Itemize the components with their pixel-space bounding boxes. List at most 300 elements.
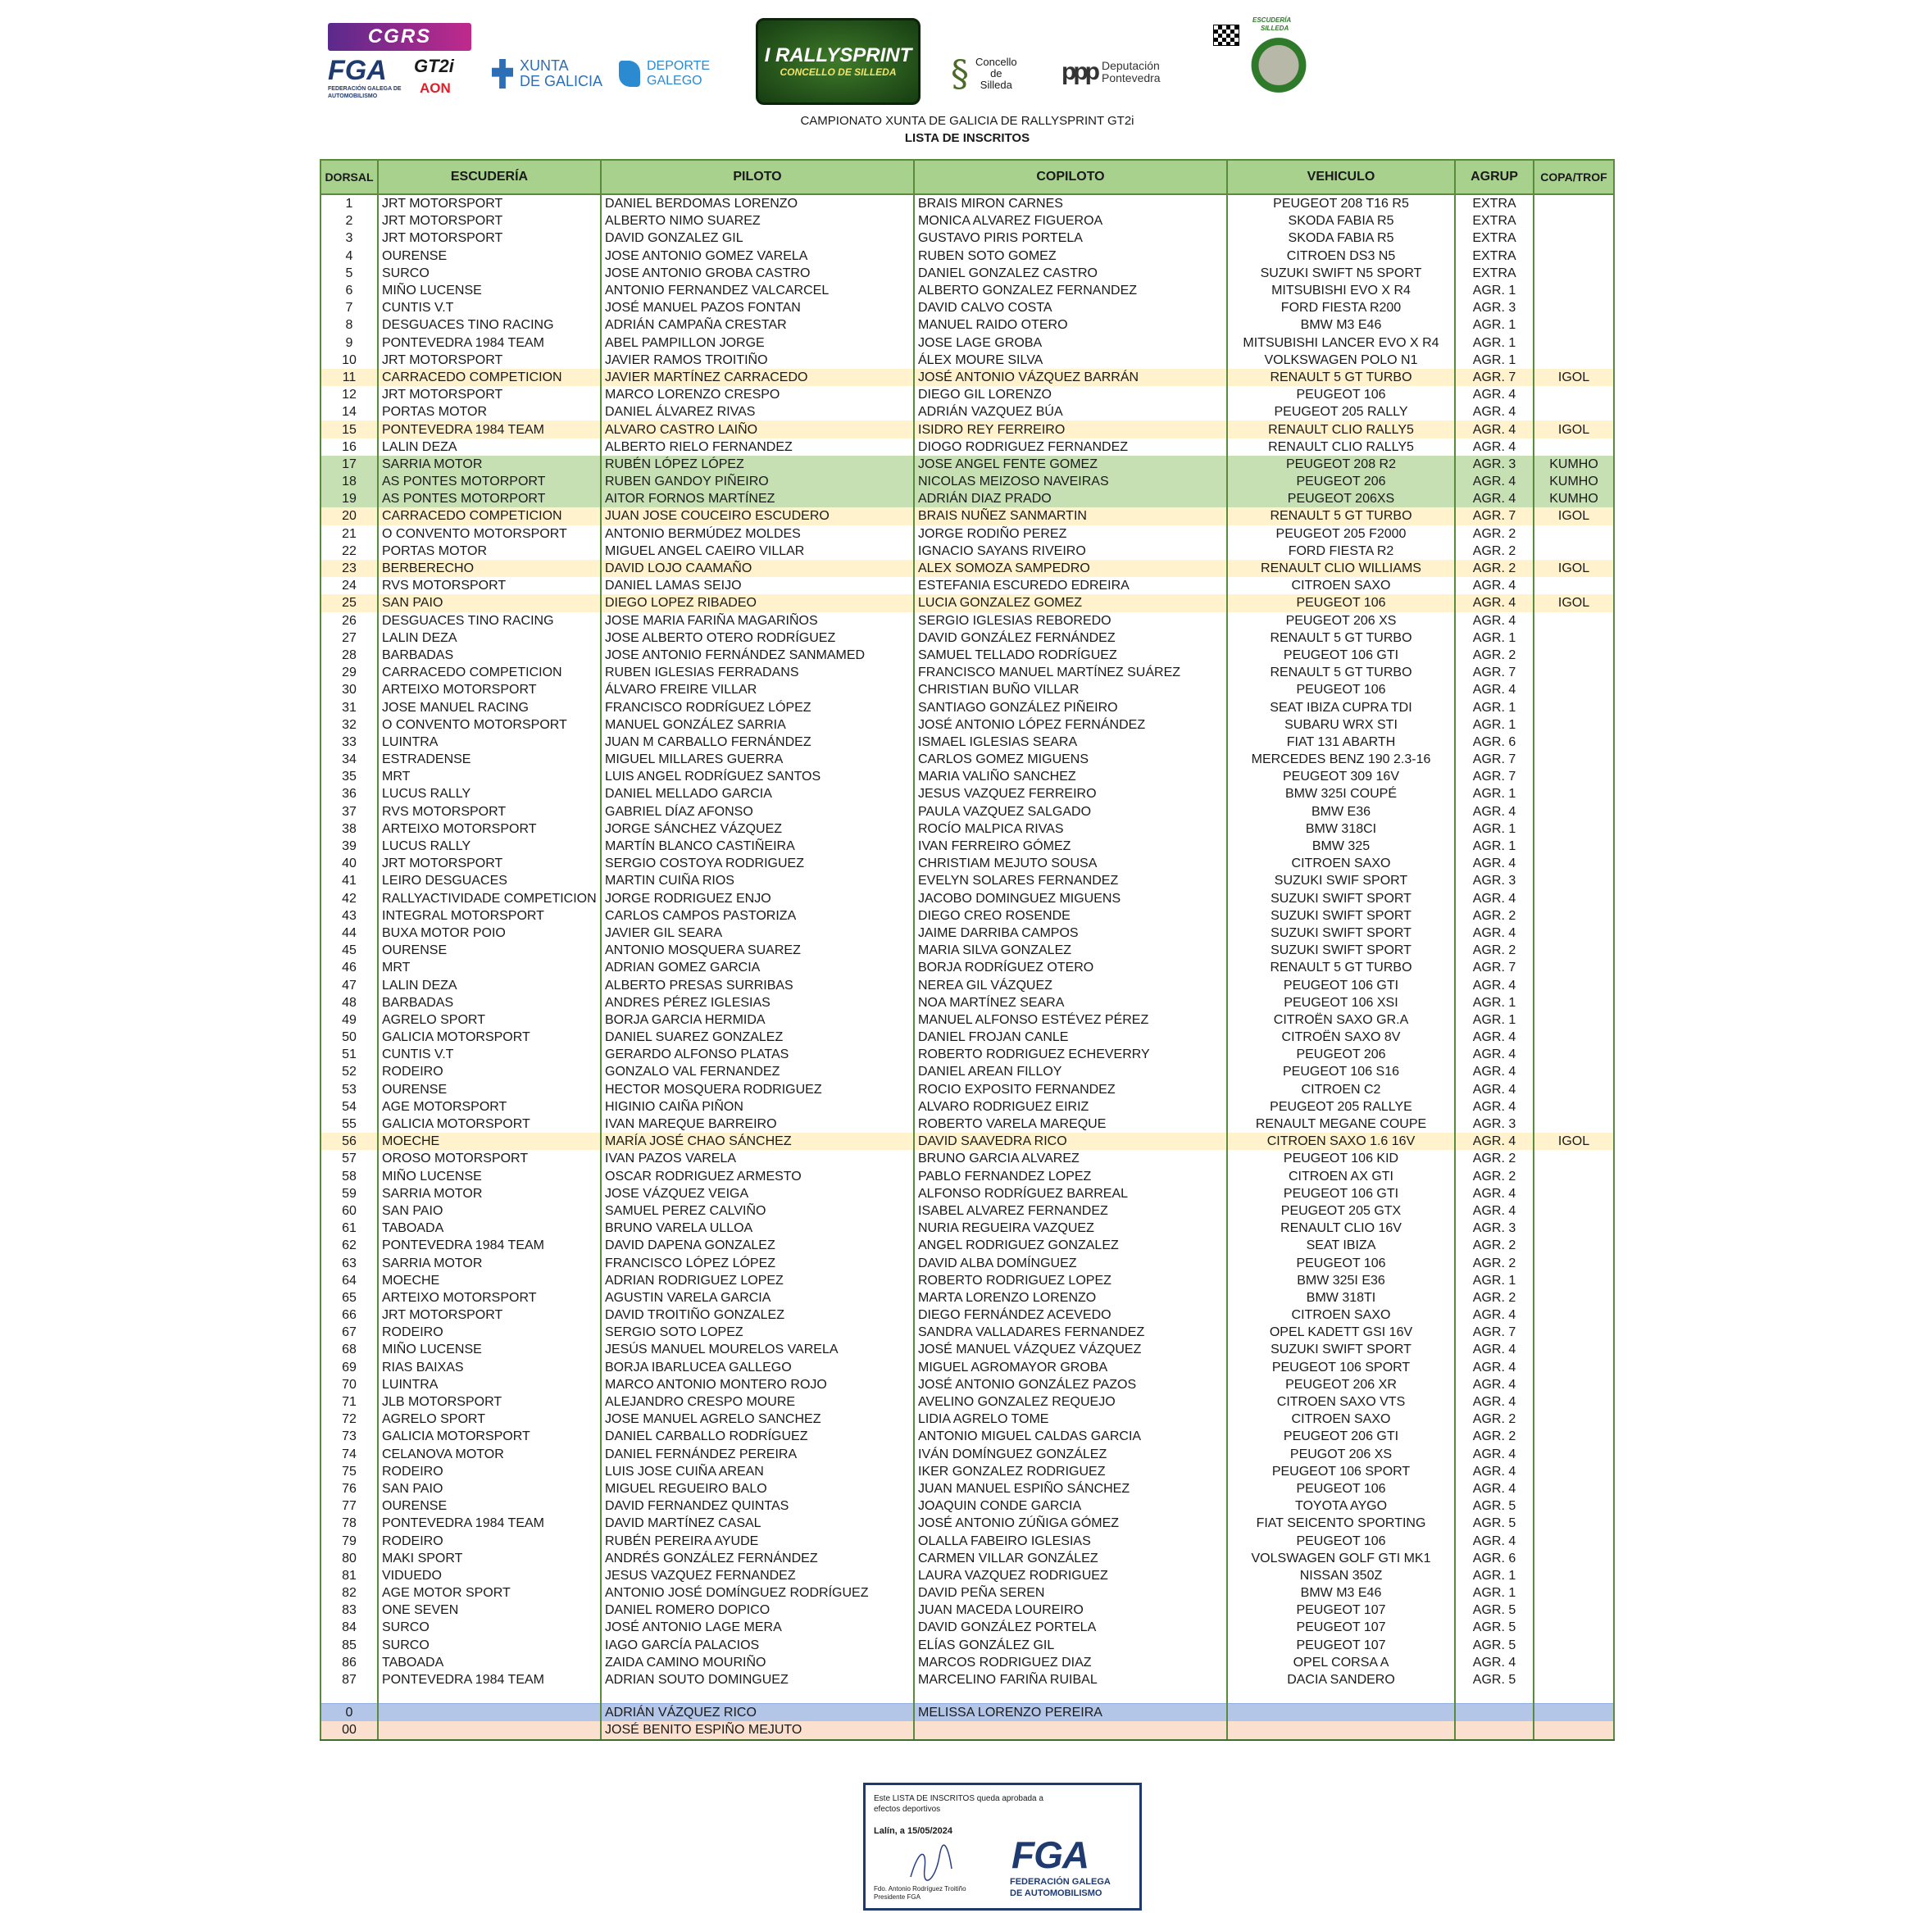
cell-piloto: MIGUEL ANGEL CAEIRO VILLAR (601, 543, 914, 560)
cell-copiloto: SERGIO IGLESIAS REBOREDO (914, 612, 1227, 629)
cell-copa (1534, 1029, 1614, 1046)
cell-copa (1534, 1376, 1614, 1393)
cell-copa (1534, 1202, 1614, 1220)
cell-vehiculo: PEUGEOT 106 S16 (1227, 1063, 1455, 1080)
cell-piloto: DANIEL LAMAS SEIJO (601, 577, 914, 594)
cell-copiloto: ROCIO EXPOSITO FERNANDEZ (914, 1081, 1227, 1098)
cell-agrup: AGR. 4 (1455, 1063, 1534, 1080)
cell-piloto: MARCO LORENZO CRESPO (601, 386, 914, 403)
entry-row (320, 1497, 1614, 1515)
cell-piloto: BORJA IBARLUCEA GALLEGO (601, 1359, 914, 1376)
entry-row (320, 1168, 1614, 1185)
cell-copa (1534, 907, 1614, 925)
cell-copa (1534, 942, 1614, 959)
entry-row (320, 612, 1614, 629)
entry-row (320, 925, 1614, 942)
cell-copa (1534, 1550, 1614, 1567)
cell-copa (1534, 1393, 1614, 1411)
cell-copa: KUMHO (1534, 473, 1614, 490)
entry-row (320, 838, 1614, 855)
signer-title: Presidente FGA (874, 1893, 921, 1901)
course-car-row (320, 1721, 1614, 1739)
cell-dorsal: 9 (320, 334, 378, 352)
entry-row (320, 229, 1614, 247)
cell-piloto: JOSÉ BENITO ESPIÑO MEJUTO (601, 1721, 914, 1739)
cell-escuderia: PONTEVEDRA 1984 TEAM (378, 1237, 601, 1254)
cell-vehiculo: FORD FIESTA R2 (1227, 543, 1455, 560)
cell-dorsal: 47 (320, 976, 378, 993)
col-header-copa: COPA/TROF (1534, 160, 1614, 194)
cell-agrup: AGR. 5 (1455, 1637, 1534, 1654)
entry-row (320, 942, 1614, 959)
cell-copiloto: ROBERTO RODRIGUEZ LOPEZ (914, 1272, 1227, 1289)
cell-piloto: ZAIDA CAMINO MOURIÑO (601, 1654, 914, 1671)
cell-dorsal: 12 (320, 386, 378, 403)
cell-piloto: MANUEL GONZÁLEZ SARRIA (601, 716, 914, 734)
cell-vehiculo: PEUGOT 206 XS (1227, 1446, 1455, 1463)
deputacion-line-2: Pontevedra (1101, 70, 1161, 84)
cell-copiloto: BRAIS NUÑEZ SANMARTIN (914, 507, 1227, 525)
entry-row (320, 1446, 1614, 1463)
cell-copiloto: RUBEN SOTO GOMEZ (914, 248, 1227, 265)
cell-vehiculo: SKODA FABIA R5 (1227, 229, 1455, 247)
cell-vehiculo: MERCEDES BENZ 190 2.3-16 (1227, 751, 1455, 768)
cell-copa (1534, 1654, 1614, 1671)
entry-row (320, 1046, 1614, 1063)
cell-copa (1534, 803, 1614, 820)
cell-dorsal: 26 (320, 612, 378, 629)
cell-escuderia: AGE MOTORSPORT (378, 1098, 601, 1116)
cell-vehiculo: BMW M3 E46 (1227, 1584, 1455, 1602)
cell-agrup: AGR. 1 (1455, 994, 1534, 1011)
entry-row (320, 1550, 1614, 1567)
cell-agrup: AGR. 4 (1455, 438, 1534, 456)
table-header-row (320, 160, 1614, 194)
cell-copa (1534, 525, 1614, 543)
entry-row (320, 1515, 1614, 1532)
cell-escuderia: ESTRADENSE (378, 751, 601, 768)
cell-piloto: JOSE ANTONIO GROBA CASTRO (601, 265, 914, 282)
entries-body (320, 194, 1614, 1740)
cell-dorsal: 16 (320, 438, 378, 456)
cell-escuderia: CARRACEDO COMPETICION (378, 507, 601, 525)
approval-place-date: Lalín, a 15/05/2024 (874, 1826, 953, 1836)
cell-vehiculo: PEUGEOT 106 GTI (1227, 647, 1455, 664)
entry-row (320, 1237, 1614, 1254)
cell-piloto: DANIEL BERDOMAS LORENZO (601, 194, 914, 212)
cell-piloto: JESÚS MANUEL MOURELOS VARELA (601, 1341, 914, 1358)
cell-copiloto: DIEGO GIL LORENZO (914, 386, 1227, 403)
cell-agrup: EXTRA (1455, 265, 1534, 282)
spacer-cell (320, 1688, 378, 1704)
cell-vehiculo: CITROEN SAXO 1.6 16V (1227, 1133, 1455, 1150)
cell-copiloto: JESUS VAZQUEZ FERREIRO (914, 785, 1227, 802)
cell-agrup: AGR. 1 (1455, 1567, 1534, 1584)
cell-agrup: AGR. 1 (1455, 1584, 1534, 1602)
cell-copiloto: MIGUEL AGROMAYOR GROBA (914, 1359, 1227, 1376)
entry-row (320, 681, 1614, 698)
cell-piloto: ADRIAN GOMEZ GARCIA (601, 959, 914, 976)
cell-copiloto: AVELINO GONZALEZ REQUEJO (914, 1393, 1227, 1411)
col-header-copiloto: COPILOTO (914, 160, 1227, 194)
cell-vehiculo (1227, 1721, 1455, 1739)
cell-escuderia: SURCO (378, 1619, 601, 1636)
cell-piloto: CARLOS CAMPOS PASTORIZA (601, 907, 914, 925)
entry-row (320, 1671, 1614, 1688)
col-header-escuderia: ESCUDERÍA (378, 160, 601, 194)
entry-row (320, 1081, 1614, 1098)
cell-escuderia: CUNTIS V.T (378, 299, 601, 316)
cell-copiloto: NICOLAS MEIZOSO NAVEIRAS (914, 473, 1227, 490)
cell-agrup: AGR. 4 (1455, 1133, 1534, 1150)
cell-escuderia: RALLYACTIVIDADE COMPETICION (378, 890, 601, 907)
entry-row (320, 438, 1614, 456)
entry-row (320, 334, 1614, 352)
cell-piloto: BRUNO VARELA ULLOA (601, 1220, 914, 1237)
cell-piloto: MARÍA JOSÉ CHAO SÁNCHEZ (601, 1133, 914, 1150)
entry-row (320, 299, 1614, 316)
cell-dorsal: 57 (320, 1150, 378, 1167)
cell-copiloto: DAVID PEÑA SEREN (914, 1584, 1227, 1602)
cell-vehiculo: PEUGEOT 205 GTX (1227, 1202, 1455, 1220)
entry-row (320, 1150, 1614, 1167)
cell-dorsal: 69 (320, 1359, 378, 1376)
cell-piloto: ANTONIO BERMÚDEZ MOLDES (601, 525, 914, 543)
cell-copa (1534, 647, 1614, 664)
cell-escuderia: GALICIA MOTORSPORT (378, 1029, 601, 1046)
cell-copiloto: DAVID GONZÁLEZ PORTELA (914, 1619, 1227, 1636)
cell-agrup: AGR. 2 (1455, 1411, 1534, 1428)
rallysprint-badge (756, 18, 921, 105)
cell-copa (1534, 386, 1614, 403)
cell-agrup: AGR. 7 (1455, 369, 1534, 386)
cell-copa: KUMHO (1534, 456, 1614, 473)
cell-piloto: JAVIER RAMOS TROITIÑO (601, 352, 914, 369)
cell-piloto: DANIEL CARBALLO RODRÍGUEZ (601, 1428, 914, 1445)
cell-dorsal: 29 (320, 664, 378, 681)
crest-shield-icon (1238, 26, 1320, 104)
cell-agrup: AGR. 2 (1455, 1150, 1534, 1167)
entry-row (320, 907, 1614, 925)
entry-row (320, 1133, 1614, 1150)
cell-copiloto: DIEGO CREO ROSENDE (914, 907, 1227, 925)
deporte-line-2: GALEGO (647, 74, 702, 88)
cell-dorsal: 15 (320, 420, 378, 438)
cell-escuderia: PORTAS MOTOR (378, 543, 601, 560)
cell-agrup: AGR. 3 (1455, 1220, 1534, 1237)
cell-vehiculo: RENAULT 5 GT TURBO (1227, 629, 1455, 647)
cell-piloto: DANIEL MELLADO GARCIA (601, 785, 914, 802)
cell-copa (1534, 1428, 1614, 1445)
cell-piloto: GONZALO VAL FERNANDEZ (601, 1063, 914, 1080)
cell-dorsal: 10 (320, 352, 378, 369)
cell-escuderia: RVS MOTORSPORT (378, 577, 601, 594)
cell-escuderia: AS PONTES MOTORPORT (378, 490, 601, 507)
cell-copa (1534, 1497, 1614, 1515)
entry-row (320, 507, 1614, 525)
cell-agrup: AGR. 4 (1455, 1341, 1534, 1358)
cell-agrup: AGR. 1 (1455, 1272, 1534, 1289)
cell-escuderia: OURENSE (378, 1497, 601, 1515)
entry-row (320, 1272, 1614, 1289)
cell-agrup: AGR. 4 (1455, 1376, 1534, 1393)
cell-vehiculo: PEUGEOT 106 (1227, 594, 1455, 611)
cell-agrup: EXTRA (1455, 194, 1534, 212)
cell-piloto: LUIS JOSE CUIÑA AREAN (601, 1463, 914, 1480)
cell-copa (1534, 1254, 1614, 1271)
cell-vehiculo: CITROEN SAXO (1227, 855, 1455, 872)
cell-dorsal: 84 (320, 1619, 378, 1636)
cell-copa (1534, 976, 1614, 993)
entry-list-table (320, 159, 1615, 1741)
entry-row (320, 1567, 1614, 1584)
cell-copiloto: BRUNO GARCIA ALVAREZ (914, 1150, 1227, 1167)
cell-dorsal: 11 (320, 369, 378, 386)
spacer-cell (1227, 1688, 1455, 1704)
cell-agrup: AGR. 4 (1455, 420, 1534, 438)
cell-escuderia: LALIN DEZA (378, 629, 601, 647)
cell-agrup: AGR. 1 (1455, 716, 1534, 734)
cell-copa (1534, 352, 1614, 369)
cell-escuderia: SAN PAIO (378, 1202, 601, 1220)
cell-copiloto: JORGE RODIÑO PEREZ (914, 525, 1227, 543)
cell-copiloto: DANIEL FROJAN CANLE (914, 1029, 1227, 1046)
cell-dorsal: 75 (320, 1463, 378, 1480)
cell-dorsal: 82 (320, 1584, 378, 1602)
cell-copiloto: PAULA VAZQUEZ SALGADO (914, 803, 1227, 820)
cell-copa (1534, 785, 1614, 802)
cell-piloto: LUIS ANGEL RODRÍGUEZ SANTOS (601, 768, 914, 785)
cell-piloto: ALVARO CASTRO LAIÑO (601, 420, 914, 438)
cell-copa (1534, 872, 1614, 889)
cell-copiloto: NEREA GIL VÁZQUEZ (914, 976, 1227, 993)
cell-escuderia: SARRIA MOTOR (378, 456, 601, 473)
cell-dorsal: 73 (320, 1428, 378, 1445)
cell-copiloto: ISIDRO REY FERREIRO (914, 420, 1227, 438)
entry-row (320, 1428, 1614, 1445)
cell-piloto: HIGINIO CAIÑA PIÑON (601, 1098, 914, 1116)
cell-agrup: AGR. 4 (1455, 925, 1534, 942)
cell-escuderia: LEIRO DESGUACES (378, 872, 601, 889)
cell-piloto: MIGUEL REGUEIRO BALO (601, 1480, 914, 1497)
entry-row (320, 751, 1614, 768)
cell-piloto: IVAN PAZOS VARELA (601, 1150, 914, 1167)
cell-copa (1534, 438, 1614, 456)
entry-row (320, 525, 1614, 543)
cell-dorsal: 77 (320, 1497, 378, 1515)
entry-row (320, 1637, 1614, 1654)
cell-dorsal: 44 (320, 925, 378, 942)
cell-piloto: JORGE SÁNCHEZ VÁZQUEZ (601, 820, 914, 838)
entry-row (320, 369, 1614, 386)
deporte-galego-icon (619, 61, 640, 87)
xunta-cross-icon (492, 59, 513, 89)
cell-copa (1534, 1324, 1614, 1341)
entry-row (320, 994, 1614, 1011)
cell-copa (1534, 1463, 1614, 1480)
cell-copiloto: ALEX SOMOZA SAMPEDRO (914, 560, 1227, 577)
cell-vehiculo: PEUGEOT 106 (1227, 1254, 1455, 1271)
cell-vehiculo: CITROEN SAXO (1227, 1411, 1455, 1428)
cell-dorsal: 22 (320, 543, 378, 560)
deputacion-logo (1061, 53, 1184, 90)
cell-agrup: AGR. 4 (1455, 1532, 1534, 1549)
cell-escuderia: CELANOVA MOTOR (378, 1446, 601, 1463)
spacer-cell (378, 1688, 601, 1704)
cell-escuderia: MIÑO LUCENSE (378, 1341, 601, 1358)
cell-vehiculo: PEUGEOT 106 GTI (1227, 976, 1455, 993)
cell-escuderia: JLB MOTORSPORT (378, 1393, 601, 1411)
cell-copiloto: JOSÉ ANTONIO ZÚÑIGA GÓMEZ (914, 1515, 1227, 1532)
cell-copiloto (914, 1721, 1227, 1739)
cell-piloto: OSCAR RODRIGUEZ ARMESTO (601, 1168, 914, 1185)
entry-row (320, 473, 1614, 490)
cell-vehiculo: PEUGEOT 206 GTI (1227, 1428, 1455, 1445)
cell-dorsal: 58 (320, 1168, 378, 1185)
cell-copa (1534, 994, 1614, 1011)
cell-dorsal: 34 (320, 751, 378, 768)
cell-copiloto: DIEGO FERNÁNDEZ ACEVEDO (914, 1306, 1227, 1324)
cell-copiloto: ALBERTO GONZALEZ FERNANDEZ (914, 282, 1227, 299)
cell-copa (1534, 1671, 1614, 1688)
aon-logo: AON (420, 80, 451, 96)
cell-escuderia: SAN PAIO (378, 594, 601, 611)
cell-vehiculo (1227, 1704, 1455, 1722)
cell-vehiculo: BMW M3 E46 (1227, 316, 1455, 334)
entry-row (320, 1220, 1614, 1237)
cell-vehiculo: CITROEN C2 (1227, 1081, 1455, 1098)
cell-copiloto: ISABEL ALVAREZ FERNANDEZ (914, 1202, 1227, 1220)
cell-piloto: IAGO GARCÍA PALACIOS (601, 1637, 914, 1654)
cell-piloto: DANIEL FERNÁNDEZ PEREIRA (601, 1446, 914, 1463)
rallysprint-subtitle: CONCELLO DE SILLEDA (780, 66, 897, 78)
entry-row (320, 976, 1614, 993)
entry-row (320, 1011, 1614, 1029)
cell-escuderia: BARBADAS (378, 994, 601, 1011)
cell-copiloto: DANIEL AREAN FILLOY (914, 1063, 1227, 1080)
deporte-line-1: DEPORTE (647, 59, 711, 73)
entry-row (320, 1063, 1614, 1080)
cell-agrup: AGR. 4 (1455, 577, 1534, 594)
cell-copa (1534, 925, 1614, 942)
cell-vehiculo: NISSAN 350Z (1227, 1567, 1455, 1584)
cell-agrup: AGR. 4 (1455, 1202, 1534, 1220)
cell-copa (1534, 403, 1614, 420)
cell-agrup (1455, 1721, 1534, 1739)
cell-vehiculo: SUZUKI SWIFT SPORT (1227, 1341, 1455, 1358)
cell-escuderia: RIAS BAIXAS (378, 1359, 601, 1376)
cell-escuderia: VIDUEDO (378, 1567, 601, 1584)
col-header-vehiculo: VEHICULO (1227, 160, 1455, 194)
cell-copa: IGOL (1534, 420, 1614, 438)
col-header-agrup: AGRUP (1455, 160, 1534, 194)
cell-agrup: AGR. 7 (1455, 768, 1534, 785)
entry-row (320, 734, 1614, 751)
cell-copa (1534, 664, 1614, 681)
cell-escuderia: TABOADA (378, 1654, 601, 1671)
cell-copiloto: IKER GONZALEZ RODRIGUEZ (914, 1463, 1227, 1480)
concello-silleda-logo (951, 49, 1045, 98)
cell-copiloto: ANTONIO MIGUEL CALDAS GARCIA (914, 1428, 1227, 1445)
cell-escuderia: RODEIRO (378, 1532, 601, 1549)
cell-vehiculo: SUZUKI SWIFT SPORT (1227, 890, 1455, 907)
cell-agrup (1455, 1704, 1534, 1722)
cell-dorsal: 23 (320, 560, 378, 577)
cell-agrup: AGR. 2 (1455, 647, 1534, 664)
entry-row (320, 386, 1614, 403)
cell-agrup: AGR. 4 (1455, 890, 1534, 907)
cell-agrup: AGR. 4 (1455, 1359, 1534, 1376)
cell-dorsal: 51 (320, 1046, 378, 1063)
cell-agrup: AGR. 7 (1455, 959, 1534, 976)
cell-copa (1534, 890, 1614, 907)
cell-copiloto: DAVID GONZÁLEZ FERNÁNDEZ (914, 629, 1227, 647)
cell-copa (1534, 1081, 1614, 1098)
cgrs-logo (328, 23, 471, 51)
cell-piloto: BORJA GARCIA HERMIDA (601, 1011, 914, 1029)
cell-dorsal: 64 (320, 1272, 378, 1289)
cell-vehiculo: PEUGEOT 208 T16 R5 (1227, 194, 1455, 212)
cell-dorsal: 54 (320, 1098, 378, 1116)
cell-agrup: AGR. 4 (1455, 594, 1534, 611)
cell-copiloto: JACOBO DOMINGUEZ MIGUENS (914, 890, 1227, 907)
cell-dorsal: 68 (320, 1341, 378, 1358)
spacer-cell (601, 1688, 914, 1704)
concello-s-icon: § (951, 52, 969, 95)
cell-piloto: ABEL PAMPILLON JORGE (601, 334, 914, 352)
cell-vehiculo: CITROEN SAXO (1227, 577, 1455, 594)
cell-escuderia: PONTEVEDRA 1984 TEAM (378, 420, 601, 438)
cell-copiloto: CARMEN VILLAR GONZÁLEZ (914, 1550, 1227, 1567)
fga-logo-mark: FGA (328, 55, 387, 86)
cell-dorsal: 33 (320, 734, 378, 751)
cell-piloto: DAVID LOJO CAAMAÑO (601, 560, 914, 577)
entry-row (320, 1202, 1614, 1220)
cell-vehiculo: PEUGEOT 106 (1227, 1480, 1455, 1497)
cell-piloto: RUBÉN LÓPEZ LÓPEZ (601, 456, 914, 473)
cell-copiloto: JOSÉ ANTONIO LÓPEZ FERNÁNDEZ (914, 716, 1227, 734)
cell-escuderia: AGRELO SPORT (378, 1411, 601, 1428)
cell-piloto: FRANCISCO RODRÍGUEZ LÓPEZ (601, 698, 914, 716)
cell-piloto: GERARDO ALFONSO PLATAS (601, 1046, 914, 1063)
document-titles (320, 113, 1615, 148)
cell-agrup: AGR. 4 (1455, 976, 1534, 993)
cell-dorsal: 46 (320, 959, 378, 976)
cell-copa: IGOL (1534, 594, 1614, 611)
crest-text-line-1: ESCUDERÍA (1252, 16, 1292, 24)
cell-vehiculo: SUZUKI SWIF SPORT (1227, 872, 1455, 889)
cell-dorsal: 52 (320, 1063, 378, 1080)
xunta-logo (492, 53, 607, 94)
cell-vehiculo: BMW E36 (1227, 803, 1455, 820)
cell-vehiculo: PEUGEOT 107 (1227, 1637, 1455, 1654)
cell-agrup: AGR. 1 (1455, 316, 1534, 334)
cell-copiloto: PABLO FERNANDEZ LOPEZ (914, 1168, 1227, 1185)
cell-escuderia: INTEGRAL MOTORSPORT (378, 907, 601, 925)
cell-agrup: EXTRA (1455, 229, 1534, 247)
cell-copa (1534, 681, 1614, 698)
crest-text-line-2: SILLEDA (1261, 25, 1289, 32)
entry-row (320, 1532, 1614, 1549)
cell-copa (1534, 612, 1614, 629)
cell-dorsal: 36 (320, 785, 378, 802)
cell-escuderia: O CONVENTO MOTORSPORT (378, 525, 601, 543)
cell-escuderia: BARBADAS (378, 647, 601, 664)
entry-row (320, 1584, 1614, 1602)
cell-copiloto: FRANCISCO MANUEL MARTÍNEZ SUÁREZ (914, 664, 1227, 681)
cell-copiloto: JUAN MACEDA LOUREIRO (914, 1602, 1227, 1619)
cell-copiloto: IVÁN DOMÍNGUEZ GONZÁLEZ (914, 1446, 1227, 1463)
